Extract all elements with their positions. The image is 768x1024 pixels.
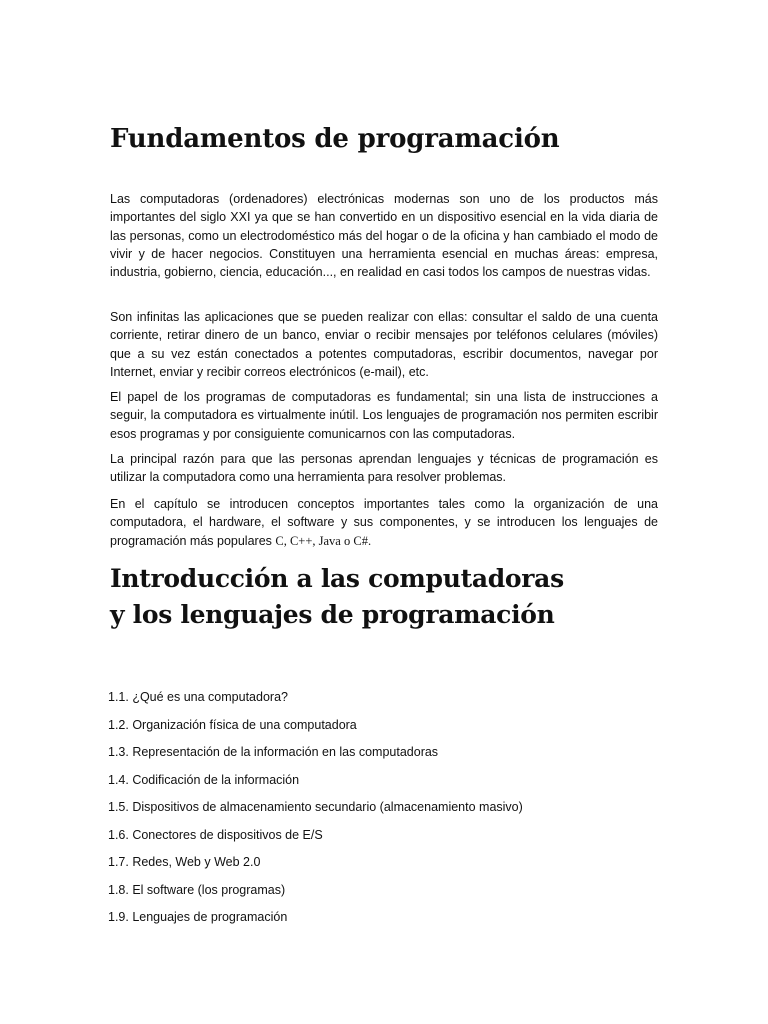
table-of-contents — [108, 688, 523, 936]
toc-item: 1.3. Representación de la información en las computadoras — [108, 745, 439, 759]
toc-item: 1.6. Conectores de dispositivos de E/S — [108, 827, 323, 842]
section-heading-line-2: y los lenguajes de programación — [110, 600, 555, 629]
page-title: Fundamentos de programación — [110, 124, 560, 154]
section-heading-line-1: Introducción a las computadoras — [110, 564, 564, 593]
paragraph-programs-role: El papel de los programas de computadoras es fundamental; sin una lista de instrucciones a seguir, la computadora es virtualmente inútil. Los lenguajes de programación nos permiten escribir esos programas y por consiguiente comunicarnos con las computadoras. — [110, 390, 658, 441]
paragraph-applications: Son infinitas las aplicaciones que se pueden realizar con ellas: consultar el saldo de una cuenta corriente, retirar dinero de un banco, enviar o recibir mensajes por teléfonos celulares (móviles) que a su vez están conectados a potentes computadoras, escribir documentos, navegar por Internet, enviar y recibir correos electrónicos (e-mail), etc. — [110, 310, 658, 379]
paragraph-chapter-summary-text: En el capítulo se introducen conceptos importantes tales como la organización de una computadora, el hardware, el software y sus componentes, y se introducen los lenguajes de programación más populares — [110, 497, 658, 548]
toc-item: 1.4. Codificación de la información — [108, 772, 300, 787]
toc-item: 1.7. Redes, Web y Web 2.0 — [108, 855, 261, 869]
toc-item: 1.1. ¿Qué es una computadora? — [108, 690, 288, 704]
toc-item: 1.8. El software (los programas) — [108, 882, 286, 897]
toc-item: 1.2. Organización física de una computadora — [108, 717, 357, 732]
paragraph-chapter-summary — [110, 495, 658, 550]
toc-item: 1.5. Dispositivos de almacenamiento secundario (almacenamiento masivo) — [108, 800, 523, 814]
toc-item: 1.9. Lenguajes de programación — [108, 910, 288, 924]
paragraph-main-reason: La principal razón para que las personas aprendan lenguajes y técnicas de programación es utilizar la computadora como una herramienta para resolver problemas. — [110, 452, 658, 485]
section-heading — [110, 561, 564, 633]
paragraph-chapter-summary-languages: C, C++, Java o C#. — [275, 533, 372, 548]
paragraph-intro: Las computadoras (ordenadores) electrónicas modernas son uno de los productos más importantes del siglo XXI ya que se han convertido en un dispositivo esencial en la vida diaria de las personas, como un electrodoméstico más del hogar o de la oficina y han cambiado el modo de vivir y de hacer negocios. Constituyen una herramienta esencial en muchas áreas: empresa, industria, gobierno, ciencia, educación..., en realidad en casi todos los campos de nuestras vidas. — [110, 192, 658, 280]
